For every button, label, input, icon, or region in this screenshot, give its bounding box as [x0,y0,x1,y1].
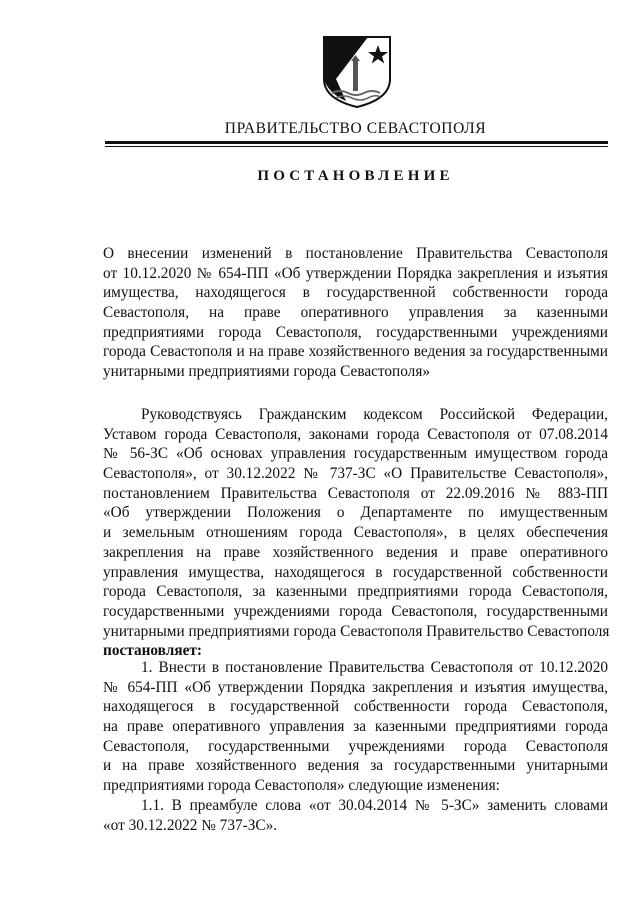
preamble-line: «Об утверждении Положения о Департаменте по имущественным [103,504,608,522]
item1-line: Севастополя, государственными учреждениями города Севастополя [103,737,608,755]
item1-line: находящегося в государственной собственности города Севастополя, [103,698,608,716]
preamble-line: Уставом города Севастополя, законами города Севастополя от 07.08.2014 [103,425,608,443]
header-rule-thin [105,146,608,147]
preamble-line: унитарными предприятиями города Севастополя Правительство Севастополя [103,622,610,640]
item1-line: и на праве хозяйственного ведения за государственными унитарными [103,757,608,775]
sevastopol-coat-of-arms-icon [316,33,398,109]
item11-line: «от 30.12.2022 № 737-ЗС». [103,816,278,834]
item1-line: предприятиями города Севастополя» следующие изменения: [103,777,500,795]
preamble [103,405,608,661]
title-line: от 10.12.2020 № 654-ПП «Об утверждении Порядка закрепления и изъятия [103,264,608,282]
preamble-line: Руководствуясь Гражданским кодексом Российской Федерации, [141,406,608,423]
item1-line: № 654-ПП «Об утверждении Порядка закрепления и изъятия имущества, [103,678,608,696]
title-line: имущества, находящегося в государственной собственности города [103,284,608,302]
preamble-line: постановлением Правительства Севастополя от 22.09.2016 № 883-ПП [103,484,608,502]
item1-line: на праве оперативного управления за казенными предприятиями города [103,718,608,736]
preamble-line: № 56-ЗС «Об основах управления государственным имуществом города [103,445,608,463]
title-line: Севастополя, на праве оперативного управления за казенными [103,304,608,322]
decree-word: постановляет: [103,642,202,660]
preamble-line: города Севастополя, за казенными предприятиями города Севастополя, [103,583,608,601]
item-1 [103,658,608,835]
preamble-line: управления имущества, находящегося в государственной собственности [103,563,608,581]
document-title [103,244,608,382]
header-rule-thick [105,141,608,144]
preamble-line: и земельным отношениям города Севастополя», в целях обеспечения [103,524,608,542]
preamble-line: Севастополя», от 30.12.2022 № 737-ЗС «О Правительстве Севастополя», [103,465,608,483]
item1-line: 1. Внести в постановление Правительства Севастополя от 10.12.2020 [141,659,608,676]
organization-name: ПРАВИТЕЛЬСТВО СЕВАСТОПОЛЯ [224,120,487,137]
preamble-line: государственными учреждениями города Севастополя, государственными [103,602,608,620]
document-type: ПОСТАНОВЛЕНИЕ [257,168,454,184]
title-line: города Севастополя и на праве хозяйственного ведения за государственными [103,343,608,361]
title-line: предприятиями города Севастополя, государственными учреждениями [103,323,608,341]
title-line: унитарными предприятиями города Севастополя» [103,363,431,381]
preamble-line: закрепления на праве хозяйственного ведения и праве оперативного [103,543,608,561]
title-line: О внесении изменений в постановление Правительства Севастополя [103,245,608,262]
item11-line: 1.1. В преамбуле слова «от 30.04.2014 № 5-ЗС» заменить словами [141,796,608,814]
